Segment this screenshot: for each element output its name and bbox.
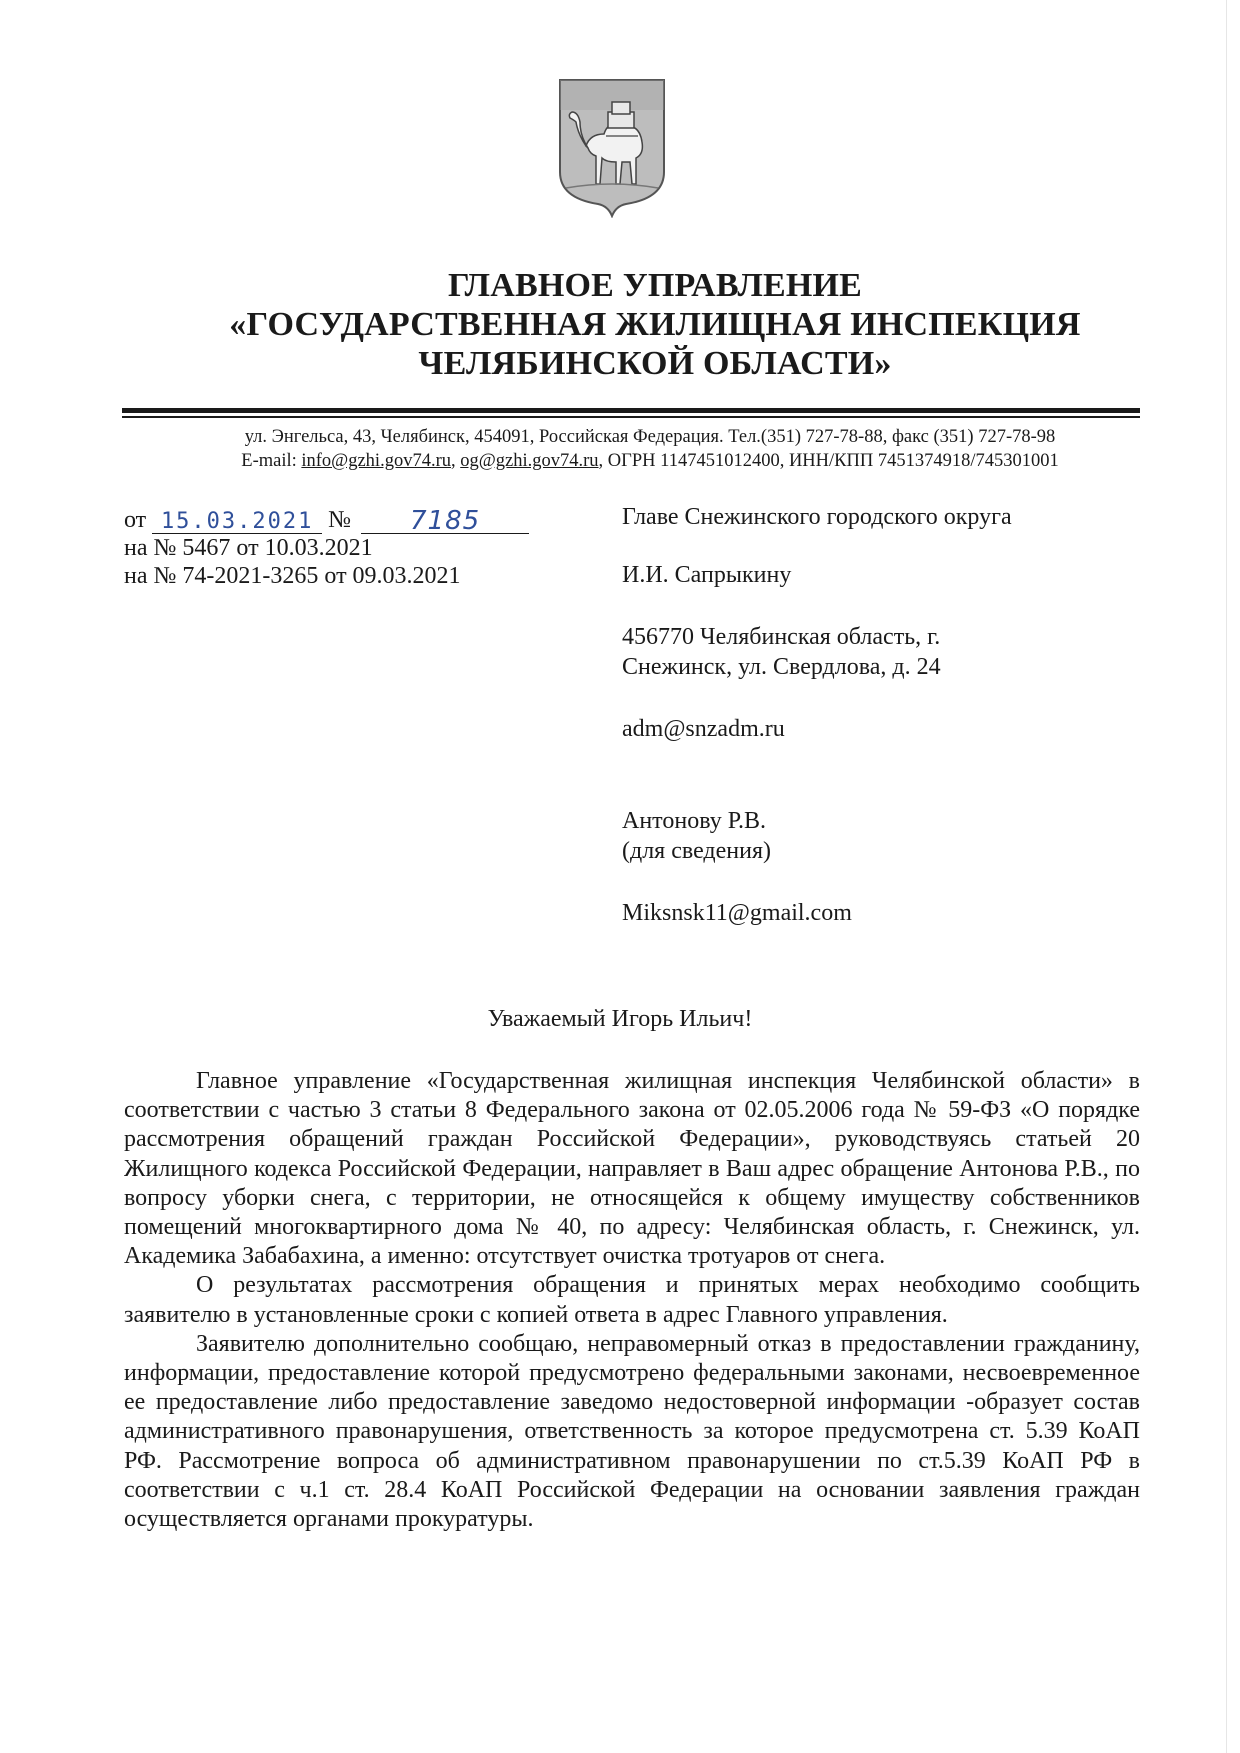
organization-title-line: ЧЕЛЯБИНСКОЙ ОБЛАСТИ» xyxy=(418,345,892,382)
date-field xyxy=(152,507,322,534)
date-stamp: 15.03.2021 xyxy=(160,509,314,534)
number-label: № xyxy=(328,507,352,533)
outgoing-date-number-row xyxy=(124,506,529,534)
handwritten-number: 7185 xyxy=(409,506,481,536)
outgoing-reference xyxy=(124,506,529,590)
header-rule-thick xyxy=(122,408,1140,413)
from-label: от xyxy=(124,507,147,533)
email-link-info[interactable]: info@gzhi.gov74.ru xyxy=(301,451,451,471)
chelyabinsk-camel-coat-of-arms-icon xyxy=(556,76,668,218)
reference-line: на № 5467 от 10.03.2021 xyxy=(124,535,373,561)
body-paragraph: О результатах рассмотрения обращения и принятых мерах необходимо сообщить заявителю в установленные сроки с копией ответа в адрес Главного управления. xyxy=(124,1272,1140,1328)
cc-name: Антонову Р.В. xyxy=(622,808,767,834)
email-registry-line xyxy=(160,449,1140,473)
addressee-block xyxy=(622,502,1012,928)
email-link-og[interactable]: og@gzhi.gov74.ru xyxy=(460,451,599,471)
cc-note: (для сведения) xyxy=(622,838,771,864)
cc-email[interactable]: Miksnsk11@gmail.com xyxy=(622,900,852,926)
greeting: Уважаемый Игорь Ильич! xyxy=(487,1006,753,1032)
organization-title-line: «ГОСУДАРСТВЕННАЯ ЖИЛИЩНАЯ ИНСПЕКЦИЯ xyxy=(229,306,1081,343)
body-paragraph: Главное управление «Государственная жилищная инспекция Челябинской области» в соответствии с частью 3 статьи 8 Федерального закона от 02.05.2006 года № 59-ФЗ «О порядке рассмотрения обращений граждан Российской Федерации», руководствуясь статьей 20 Жилищного кодекса Российской Федерации, направляет в Ваш адрес обращение Антонова Р.В., по вопросу уборки снега, с территории, не относящейся к общему имуществу собственников помещений многоквартирного дома № 40, по адресу: Челябинская область, г. Снежинск, ул. Академика Забабахина, а именно: отсутствует очистка тротуаров от снега. xyxy=(124,1068,1140,1270)
scan-edge-line xyxy=(1226,0,1227,1753)
letter-body xyxy=(124,1067,1140,1534)
contact-info xyxy=(160,425,1140,473)
body-paragraph: Заявителю дополнительно сообщаю, неправомерный отказ в предоставлении гражданину, информации, предоставление которой предусмотрено федеральными законами, несвоевременное ее предоставление либо предоставление заведомо недостоверной информации -образует состав административного правонарушения, ответственность за которое предусмотрена ст. 5.39 КоАП РФ. Рассмотрение вопроса об административном правонарушении по ст.5.39 КоАП РФ в соответствии с ч.1 ст. 28.4 КоАП Российской Федерации на основании заявления граждан осуществляется органами прокуратуры. xyxy=(124,1330,1140,1533)
reference-line: на № 74-2021-3265 от 09.03.2021 xyxy=(124,563,461,589)
number-field xyxy=(361,507,529,534)
email-separator: , xyxy=(450,451,461,471)
addressee-name: И.И. Сапрыкину xyxy=(622,562,792,588)
organization-title-line: ГЛАВНОЕ УПРАВЛЕНИЕ xyxy=(447,267,863,304)
addressee-address-line: 456770 Челябинская область, г. xyxy=(622,624,941,650)
addressee-position: Главе Снежинского городского округа xyxy=(622,504,1012,530)
email-prefix: E-mail: xyxy=(241,451,302,471)
addressee-email[interactable]: adm@snzadm.ru xyxy=(622,716,785,742)
organization-title xyxy=(130,266,1180,383)
address-line: ул. Энгельса, 43, Челябинск, 454091, Российская Федерация. Тел.(351) 727-78-88, факс (351) 727-78-98 xyxy=(244,427,1056,447)
addressee-address-line: Снежинск, ул. Свердлова, д. 24 xyxy=(622,654,941,680)
header-rule-thin xyxy=(122,416,1140,418)
registry-numbers: , ОГРН 1147451012400, ИНН/КПП 7451374918/745301001 xyxy=(598,451,1059,471)
